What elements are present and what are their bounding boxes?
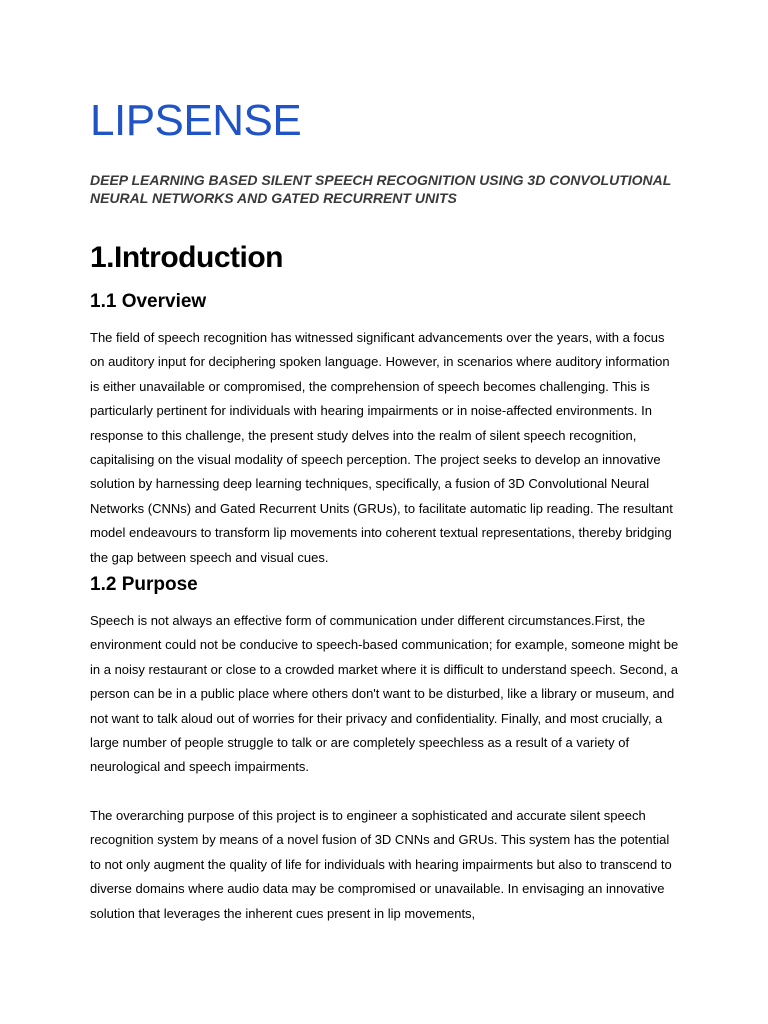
purpose-paragraph-2: The overarching purpose of this project is to engineer a sophisticated and accurate silent speech recognition system by means of a novel fusion of 3D CNNs and GRUs. This system has the potential to not only augment the quality of life for individuals with hearing impairments but also to transcend to diverse domains where audio data may be compromised or unavailable. In envisaging an innovative solution that leverages the inherent cues present in lip movements,	[90, 808, 672, 921]
subsection-heading-overview: 1.1 Overview	[90, 291, 207, 312]
section-heading-introduction: 1.Introduction	[90, 241, 283, 274]
subsection-heading-purpose: 1.2 Purpose	[90, 574, 198, 595]
document-title: LIPSENSE	[90, 96, 302, 145]
purpose-paragraph-1: Speech is not always an effective form of communication under different circumstances.First, the environment could not be conducive to speech-based communication; for example, someone might be in a noisy restaurant or close to a crowded market where it is difficult to understand speech. Second, a person can be in a public place where others don't want to be disturbed, like a library or museum, and not want to talk aloud out of worries for their privacy and confidentiality. Finally, and most crucially, a large number of people struggle to talk or are completely speechless as a result of a variety of neurological and speech impairments.	[90, 613, 679, 775]
overview-paragraph: The field of speech recognition has witnessed significant advancements over the years, with a focus on auditory input for deciphering spoken language. However, in scenarios where auditory information is either unavailable or compromised, the comprehension of speech becomes challenging. This is particularly pertinent for individuals with hearing impairments or in noise-affected environments. In response to this challenge, the present study delves into the realm of silent speech recognition, capitalising on the visual modality of speech perception. The project seeks to develop an innovative solution by harnessing deep learning techniques, specifically, a fusion of 3D Convolutional Neural Networks (CNNs) and Gated Recurrent Units (GRUs), to facilitate automatic lip reading. The resultant model endeavours to transform lip movements into coherent textual representations, thereby bridging the gap between speech and visual cues.	[90, 330, 673, 565]
document-subtitle: DEEP LEARNING BASED SILENT SPEECH RECOGNITION USING 3D CONVOLUTIONAL NEURAL NETWORKS AND GATED RECURRENT UNITS	[90, 172, 672, 206]
